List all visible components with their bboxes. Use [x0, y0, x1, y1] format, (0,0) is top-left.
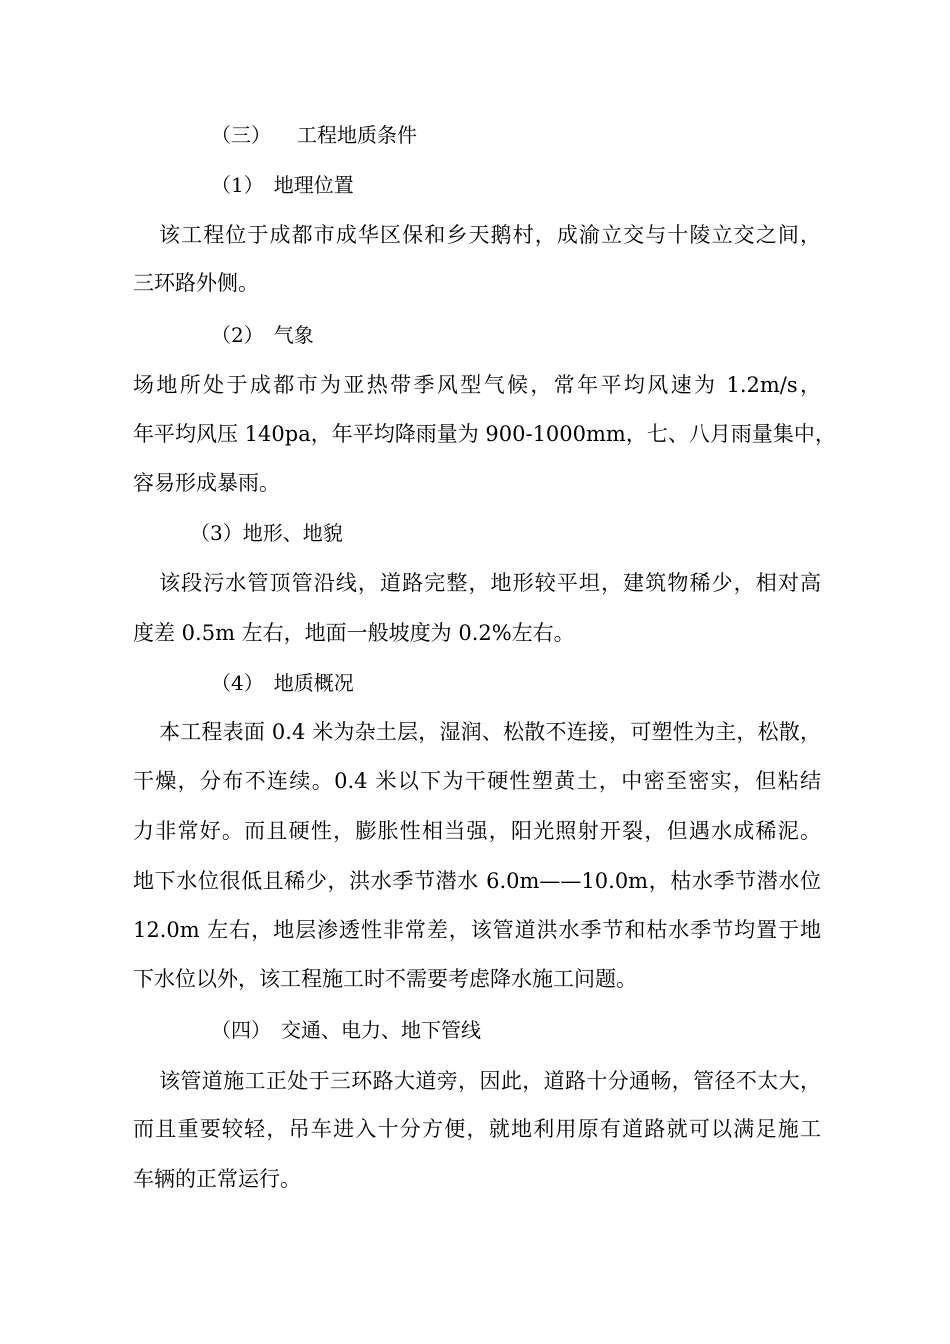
section-number: （三）	[211, 123, 271, 147]
paragraph-line: 年平均风压 140pa，年平均降雨量为 900-1000mm，七、八月雨量集中，	[133, 422, 836, 446]
paragraph-line: 该段污水管顶管沿线，道路完整，地形较平坦，建筑物稀少，相对高	[159, 571, 821, 595]
subheading-terrain: （3）地形、地貌	[190, 521, 343, 545]
paragraph-line: 干燥，分布不连续。0.4 米以下为干硬性塑黄土，中密至密实，但粘结	[133, 769, 821, 793]
paragraph-line: 容易形成暴雨。	[133, 471, 280, 495]
paragraph-line: 度差 0.5m 左右，地面一般坡度为 0.2%左右。	[133, 621, 575, 645]
subheading-title: 地质概况	[273, 671, 354, 695]
subheading-number: （2）	[211, 323, 264, 347]
subheading-geology-overview	[211, 668, 911, 698]
paragraph-line: 地下水位很低且稀少，洪水季节潜水 6.0m——10.0m，枯水季节潜水位	[133, 869, 821, 893]
paragraph-line: 该管道施工正处于三环路大道旁，因此，道路十分通畅，管径不太大，	[159, 1069, 821, 1093]
section-heading-utilities	[211, 1015, 911, 1045]
paragraph-line: 12.0m 左右，地层渗透性非常差，该管道洪水季节和枯水季节均置于地	[133, 918, 821, 942]
paragraph-line: 力非常好。而且硬性，膨胀性相当强，阳光照射开裂，但遇水成稀泥。	[133, 819, 821, 843]
paragraph-line: 场地所处于成都市为亚热带季风型气候，常年平均风速为 1.2m/s，	[133, 373, 821, 397]
subheading-number: （1）	[211, 173, 264, 197]
subheading-title: 气象	[273, 323, 314, 347]
section-number: （四）	[211, 1018, 271, 1042]
paragraph-line: 该工程位于成都市成华区保和乡天鹅村，成渝立交与十陵立交之间，	[159, 223, 821, 247]
subheading-number: （4）	[211, 671, 264, 695]
paragraph-line: 下水位以外，该工程施工时不需要考虑降水施工问题。	[133, 967, 637, 991]
paragraph-line: 车辆的正常运行。	[133, 1167, 301, 1191]
subheading-climate	[211, 320, 911, 350]
subheading-location	[211, 170, 911, 200]
subheading-title: 地理位置	[273, 173, 354, 197]
paragraph-line: 三环路外侧。	[133, 271, 259, 295]
paragraph-line: 本工程表面 0.4 米为杂土层，湿润、松散不连接，可塑性为主，松散，	[159, 720, 821, 744]
section-heading-geology	[211, 120, 911, 150]
section-title: 工程地质条件	[297, 123, 417, 147]
section-title: 交通、电力、地下管线	[281, 1018, 481, 1042]
paragraph-line: 而且重要较轻，吊车进入十分方便，就地利用原有道路就可以满足施工	[133, 1117, 821, 1141]
